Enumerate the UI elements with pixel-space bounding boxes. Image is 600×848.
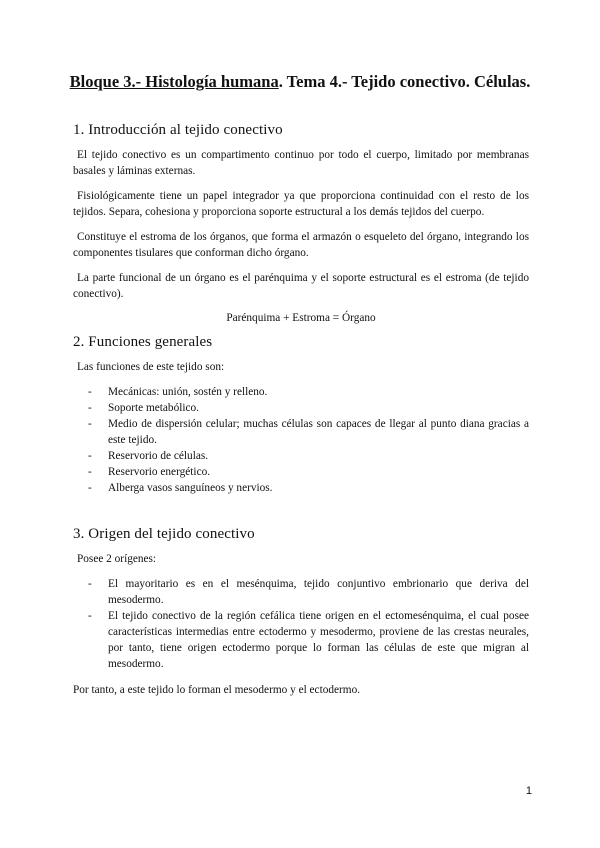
title-topic-label: . Tema 4.- Tejido conectivo. Células. [278, 72, 531, 91]
paragraph: La parte funcional de un órgano es el parénquima y el soporte estructural es el estroma (de tejido conectivo). [73, 272, 529, 300]
section-origen [73, 526, 529, 698]
paragraph: Fisiológicamente tiene un papel integrador ya que proporciona continuidad con el resto de los tejidos. Separa, cohesiona y proporciona soporte estructural a los demás tejidos del cuerpo. [73, 190, 529, 218]
functions-list [73, 384, 529, 496]
list-item: - El mayoritario es en el mesénquima, tejido conjuntivo embrionario que deriva del mesodermo. [73, 576, 529, 608]
list-item: - Medio de dispersión celular; muchas células son capaces de llegar al punto diana gracias a este tejido. [73, 416, 529, 448]
list-item: - Alberga vasos sanguíneos y nervios. [73, 480, 529, 496]
list-item: - Soporte metabólico. [73, 400, 529, 416]
origins-list [73, 576, 529, 672]
section-heading: 3. Origen del tejido conectivo [73, 526, 255, 542]
page-number: 1 [525, 785, 532, 797]
section-conclusion: Por tanto, a este tejido lo forman el mesodermo y el ectodermo. [73, 684, 361, 696]
document-title [0, 72, 600, 92]
list-item: - Reservorio energético. [73, 464, 529, 480]
list-item: - Mecánicas: unión, sostén y relleno. [73, 384, 529, 400]
title-block-label: Bloque 3.- Histología humana [69, 72, 279, 91]
section-introduccion [73, 122, 529, 324]
section-funciones [73, 334, 529, 496]
section-heading: 1. Introducción al tejido conectivo [73, 122, 283, 138]
formula: Parénquima + Estroma = Órgano [226, 312, 376, 324]
section-heading: 2. Funciones generales [73, 334, 213, 350]
paragraph: El tejido conectivo es un compartimento continuo por todo el cuerpo, limitado por membranas basales y láminas externas. [73, 149, 529, 177]
document-body [73, 122, 529, 704]
paragraph: Constituye el estroma de los órganos, que forma el armazón o esqueleto del órgano, integrando los componentes tisulares que conforman dicho órgano. [73, 231, 529, 259]
section-intro: Posee 2 orígenes: [77, 553, 157, 565]
section-intro: Las funciones de este tejido son: [77, 361, 225, 373]
list-item: - El tejido conectivo de la región cefálica tiene origen en el ectomesénquima, el cual posee características intermedias entre ectodermo y mesodermo, proviene de las crestas neurales, por tanto, tiene origen ectodermo porque lo forman las células de este que migran al mesodermo. [73, 608, 529, 672]
list-item: - Reservorio de células. [73, 448, 529, 464]
